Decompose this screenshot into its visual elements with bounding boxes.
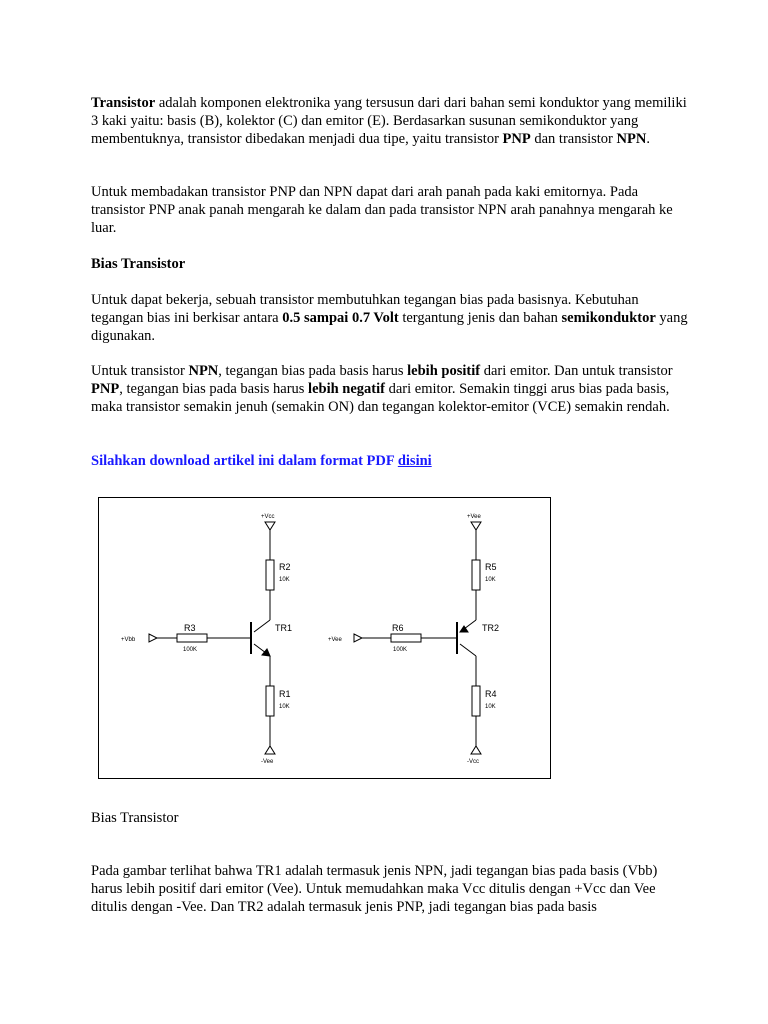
text: tergantung jenis dan bahan (398, 310, 562, 326)
label-vcc-bottom: -Vcc (467, 759, 479, 765)
resistor-r4 (472, 686, 480, 716)
label-r2-value: 10K (279, 577, 290, 583)
label-vcc: +Vcc (261, 514, 275, 520)
text: dari emitor. Semakin tinggi arus bias pada basis, maka transistor semakin jenuh (semakin ON) dan tegangan kolektor-emitor (VCE) semakin rendah. (91, 381, 670, 415)
term-transistor: Transistor (91, 95, 156, 111)
label-tr1: TR1 (275, 623, 293, 633)
term-lebih-negatif: lebih negatif (308, 381, 385, 397)
vcc-arrow-icon (265, 522, 275, 530)
vee-input-arrow-icon (354, 634, 362, 642)
paragraph-explanation: Pada gambar terlihat bahwa TR1 adalah termasuk jenis NPN, jadi tegangan bias pada basis (Vbb) harus lebih positif dari emitor (Vee). Untuk memudahkan maka Vcc ditulis dengan +Vcc dan Vee ditulis dengan -Vee. Dan TR2 adalah termasuk jenis PNP, jadi tegangan bias pada basis (91, 863, 658, 915)
vcc-bottom-arrow-icon (471, 746, 481, 754)
label-tr2: TR2 (482, 623, 500, 633)
vee-arrow-icon (265, 746, 275, 754)
text: . (646, 131, 650, 147)
term-npn: NPN (616, 131, 647, 147)
label-r4: R4 (485, 689, 497, 699)
label-r6: R6 (392, 623, 404, 633)
paragraph-npn-pnp (91, 362, 691, 416)
download-link[interactable]: disini (397, 453, 432, 469)
label-vee: -Vee (261, 759, 274, 765)
label-r4-value: 10K (485, 704, 496, 710)
label-r1-value: 10K (279, 704, 290, 710)
label-r5-value: 10K (485, 577, 496, 583)
term-pnp: PNP (502, 131, 531, 147)
text: adalah komponen elektronika yang tersusun dari dari bahan semi konduktor yang memiliki 3 kaki yaitu: basis (B), kolektor (C) dan emitor (E). Berdasarkan susunan semikonduktor yang membentuknya, transistor dibedakan menjadi dua tipe, yaitu transistor (91, 95, 687, 147)
text: dari emitor. Dan untuk transistor (480, 363, 673, 379)
download-line (91, 452, 691, 470)
term-semikonduktor: semikonduktor (561, 310, 656, 326)
npn-emitter-arrow-icon (262, 649, 270, 656)
download-text: Silahkan download artikel ini dalam format PDF (91, 453, 398, 469)
label-r2: R2 (279, 562, 291, 572)
vee-top-arrow-icon (471, 522, 481, 530)
circuit-diagram (99, 498, 552, 780)
resistor-r5 (472, 560, 480, 590)
figure-caption: Bias Transistor (91, 810, 179, 826)
section-heading: Bias Transistor (91, 256, 186, 272)
label-r3: R3 (184, 623, 196, 633)
label-vee-input: +Vee (328, 637, 342, 643)
term-pnp: PNP (91, 381, 120, 397)
text: , tegangan bias pada basis harus (218, 363, 408, 379)
text: Untuk dapat bekerja, sebuah transistor membutuhkan tegangan bias pada basisnya. Kebutuhan tegangan bias ini berkisar antara (91, 292, 639, 326)
label-vbb: +Vbb (121, 637, 136, 643)
label-vee-top: +Vee (467, 514, 481, 520)
label-r1: R1 (279, 689, 291, 699)
label-r5: R5 (485, 562, 497, 572)
text: dan transistor (530, 131, 617, 147)
label-r6-value: 100K (393, 647, 408, 653)
resistor-r2 (266, 560, 274, 590)
circuit-figure (98, 497, 551, 779)
vbb-input-arrow-icon (149, 634, 157, 642)
label-r3-value: 100K (183, 647, 198, 653)
term-npn: NPN (188, 363, 219, 379)
text: , tegangan bias pada basis harus (119, 381, 309, 397)
text: Untuk transistor (91, 363, 189, 379)
paragraph-arrow: Untuk membadakan transistor PNP dan NPN dapat dari arah panah pada kaki emitornya. Pada transistor PNP anak panah mengarah ke dalam dan pada transistor NPN arah panahnya mengarah ke luar. (91, 184, 673, 236)
text: yang digunakan. (91, 310, 688, 344)
term-range: 0.5 sampai 0.7 Volt (282, 310, 399, 326)
term-lebih-positif: lebih positif (407, 363, 481, 379)
resistor-r6 (391, 634, 421, 642)
resistor-r1 (266, 686, 274, 716)
paragraph-intro (91, 94, 691, 148)
resistor-r3 (177, 634, 207, 642)
paragraph-bias (91, 291, 691, 345)
